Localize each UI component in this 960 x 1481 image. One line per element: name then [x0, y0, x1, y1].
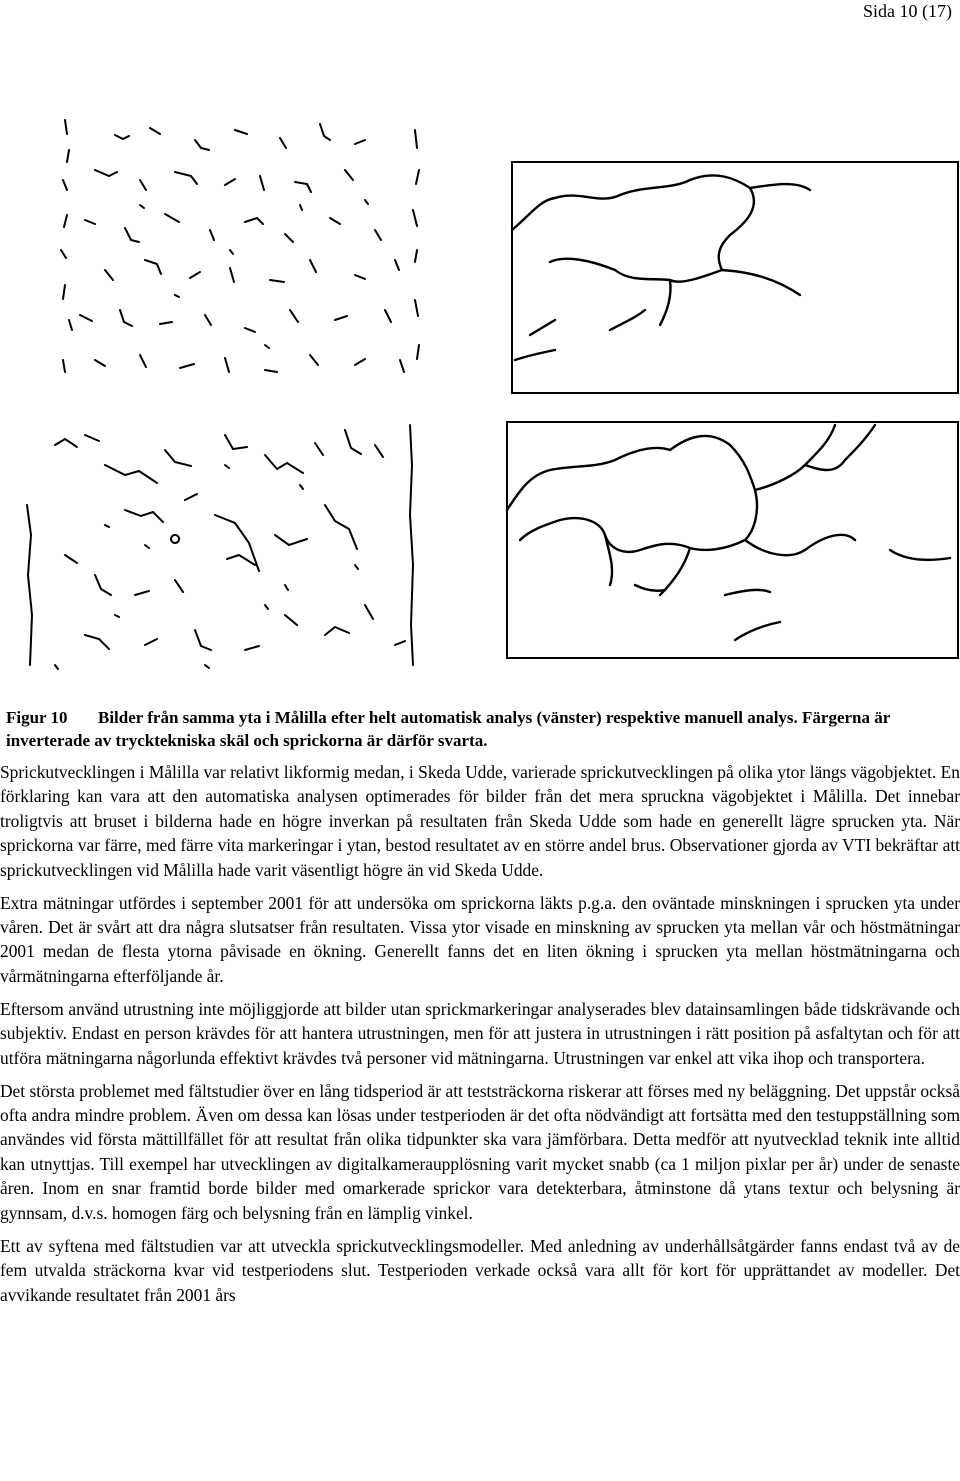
- paragraph: Extra mätningar utfördes i september 2001 för att undersöka om sprickorna läkts p.g.a. den oväntade minskningen i sprucken yta under våren. Det är svårt att dra några slutsatser från resultaten. Vissa ytor visade en minskning av sprucken yta mellan vår och höstmätningar 2001 medan de flesta ytorna påvisade en ökning. Generellt fanns det en liten ökning i sprucken yta mellan höstmätningarna och vårmätningarna efterföljande år.: [0, 892, 960, 986]
- figure-label: Figur 10: [6, 708, 68, 727]
- crack-pattern-dense: [25, 405, 420, 680]
- paragraph: Eftersom använd utrustning inte möjliggjorde att bilder utan sprickmarkeringar analyserades blev datainsamlingen både tidskrävande och subjektiv. Endast en person krävdes för att hantera utrustningen, men för att justera in utrustningen i rätt position på asfaltytan och för att utföra mätningarna någorlunda effektivt krävdes två personer vid mätningarna. Utrustningen var enkel att vika ihop och transportera.: [0, 998, 960, 1068]
- crack-image-manual-bottom: [505, 420, 960, 660]
- figure-caption-text: Bilder från samma yta i Målilla efter helt automatisk analys (vänster) respektive manuell analys. Färgerna är inverterade av trycktekniska skäl och sprickorna är därför svarta.: [6, 708, 891, 750]
- paragraph: Sprickutvecklingen i Målilla var relativt likformig medan, i Skeda Udde, varierade sprickutvecklingen på olika ytor längs vägobjektet. En förklaring kan vara att den automatiska analysen optimerades för bilder från det mera spruckna vägobjektet i Målilla. Det innebar troligtvis att bruset i bilderna hade en högre inverkan på resultaten från Skeda Udde som hade en generellt lägre sprucken yta. När sprickorna var färre, med färre vita markeringar i ytan, bestod resultatet av en större andel brus. Observationer gjorda av VTI bekräftar att sprickutvecklingen vid Målilla hade varit väsentligt högre än vid Skeda Udde.: [0, 762, 960, 880]
- crack-pattern-manual-bottom: [505, 420, 960, 660]
- body-text: [0, 760, 960, 1316]
- figure-caption: [6, 706, 956, 752]
- paragraph: Ett av syftena med fältstudien var att utveckla sprickutvecklingsmodeller. Med anledning av underhållsåtgärder fanns endast två av de fem utvalda sträckorna kvar vid testperiodens slut. Testperioden verkade också vara allt för kort för upprättandet av modeller. Det avvikande resultatet från 2001 års: [0, 1235, 960, 1305]
- paragraph: Det största problemet med fältstudier över en lång tidsperiod är att teststräckorna riskerar att förses med ny beläggning. Det uppstår också ofta andra mindre problem. Även om dessa kan lösas under testperioden är det ofta nödvändigt att fortsätta med den testuppställning som användes vid första mättillfället för att resultat från olika tidpunkter ska vara jämförbara. Detta medför att nyutvecklad teknik inte alltid kan utnyttjas. Till exempel har utvecklingen av digitalkameraupplösning varit mycket snabb (ca 1 miljon pixlar per år) under de senaste åren. Inom en snar framtid borde bilder med omarkerade sprickor vara detekterbara, åtminstone då ytans textur och belysning är gynnsam, d.v.s. homogen färg och belysning från en lämplig vinkel.: [0, 1080, 960, 1223]
- page-number: Sida 10 (17): [863, 1, 952, 21]
- crack-image-automatic-bottom: [25, 405, 420, 680]
- crack-image-automatic-top: [55, 110, 435, 395]
- crack-image-manual-top: [510, 160, 960, 395]
- crack-pattern-manual: [510, 160, 960, 395]
- crack-pattern-sparse: [55, 110, 435, 395]
